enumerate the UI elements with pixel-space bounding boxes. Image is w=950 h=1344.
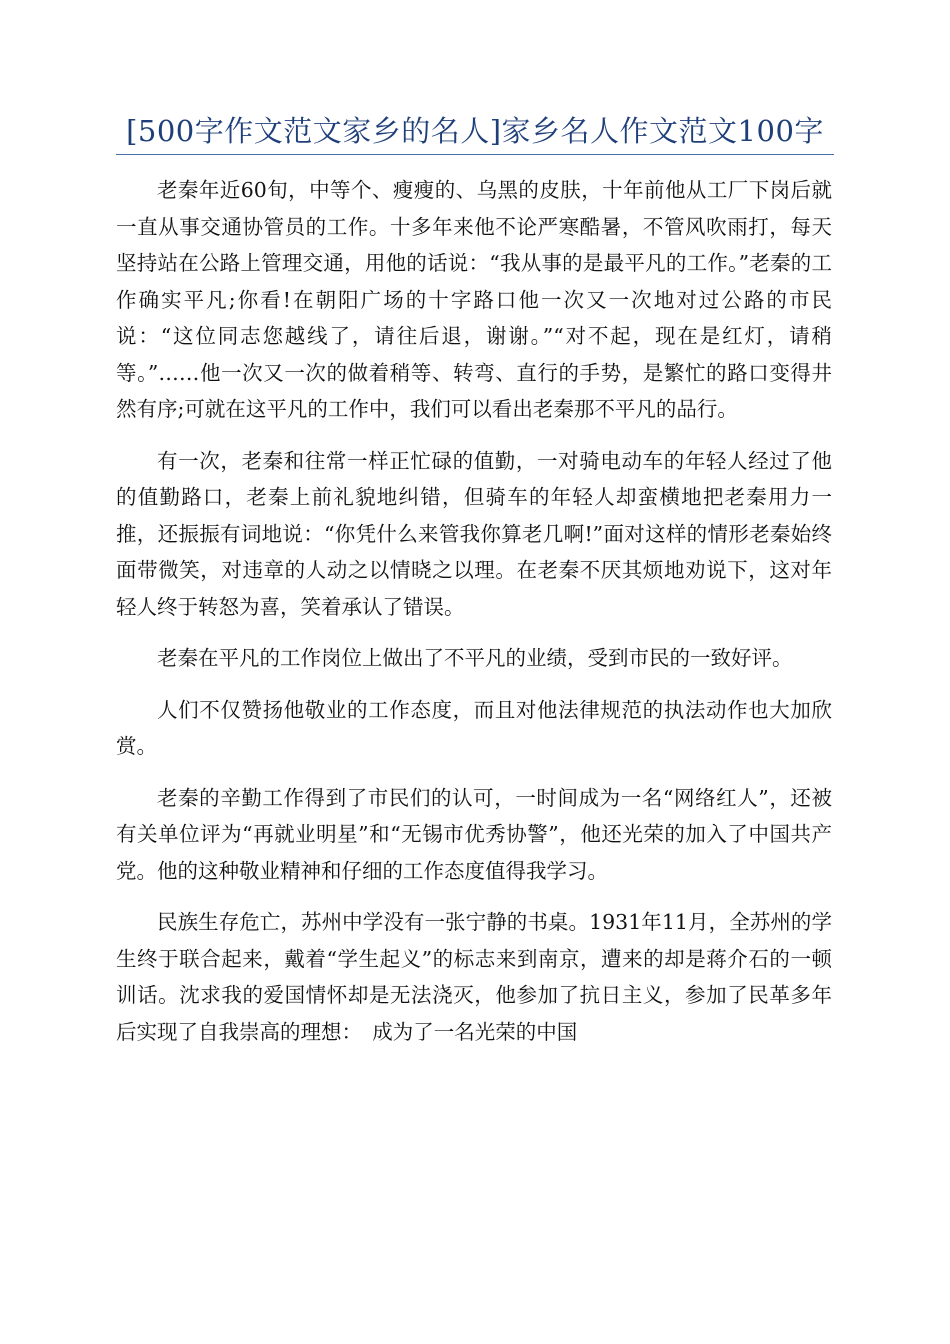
paragraph-1: 老秦年近60旬，中等个、瘦瘦的、乌黑的皮肤，十年前他从工厂下岗后就一直从事交通协管员的工作。十多年来他不论严寒酷暑，不管风吹雨打，每天坚持站在公路上管理交通，用他的话说：“我从事的是最平凡的工作。”老秦的工作确实平凡;你看!在朝阳广场的十字路口他一次又一次地对过公路的市民说：“这位同志您越线了，请往后退，谢谢。”“对不起，现在是红灯，请稍等。”……他一次又一次的做着稍等、转弯、直行的手势，是繁忙的路口变得井然有序;可就在这平凡的工作中，我们可以看出老秦那不平凡的品行。 [116,178,832,421]
paragraph-6: 民族生存危亡，苏州中学没有一张宁静的书桌。1931年11月，全苏州的学生终于联合起来，戴着“学生起义”的标志来到南京，遭来的却是蒋介石的一顿训话。沈求我的爱国情怀却是无法浇灭，他参加了抗日主义，参加了民革多年后实现了自我崇高的理想： 成为了一名光荣的中国 [116,910,832,1044]
document-title: [500字作文范文家乡的名人]家乡名人作文范文100字 [126,114,824,148]
paragraph-4: 人们不仅赞扬他敬业的工作态度，而且对他法律规范的执法动作也大加欣赏。 [116,697,832,758]
document-body [116,172,832,1065]
paragraph-2: 有一次，老秦和往常一样正忙碌的值勤，一对骑电动车的年轻人经过了他的值勤路口，老秦上前礼貌地纠错，但骑车的年轻人却蛮横地把老秦用力一推，还振振有词地说：“你凭什么来管我你算老几啊!”面对这样的情形老秦始终面带微笑，对违章的人动之以情晓之以理。在老秦不厌其烦地劝说下，这对年轻人终于转怒为喜，笑着承认了错误。 [116,448,832,619]
paragraph-5: 老秦的辛勤工作得到了市民们的认可，一时间成为一名“网络红人”，还被有关单位评为“再就业明星”和“无锡市优秀协警”，他还光荣的加入了中国共产党。他的这种敬业精神和仔细的工作态度值得我学习。 [116,785,832,883]
title-block [116,112,834,155]
paragraph-3: 老秦在平凡的工作岗位上做出了不平凡的业绩，受到市民的一致好评。 [157,646,793,670]
